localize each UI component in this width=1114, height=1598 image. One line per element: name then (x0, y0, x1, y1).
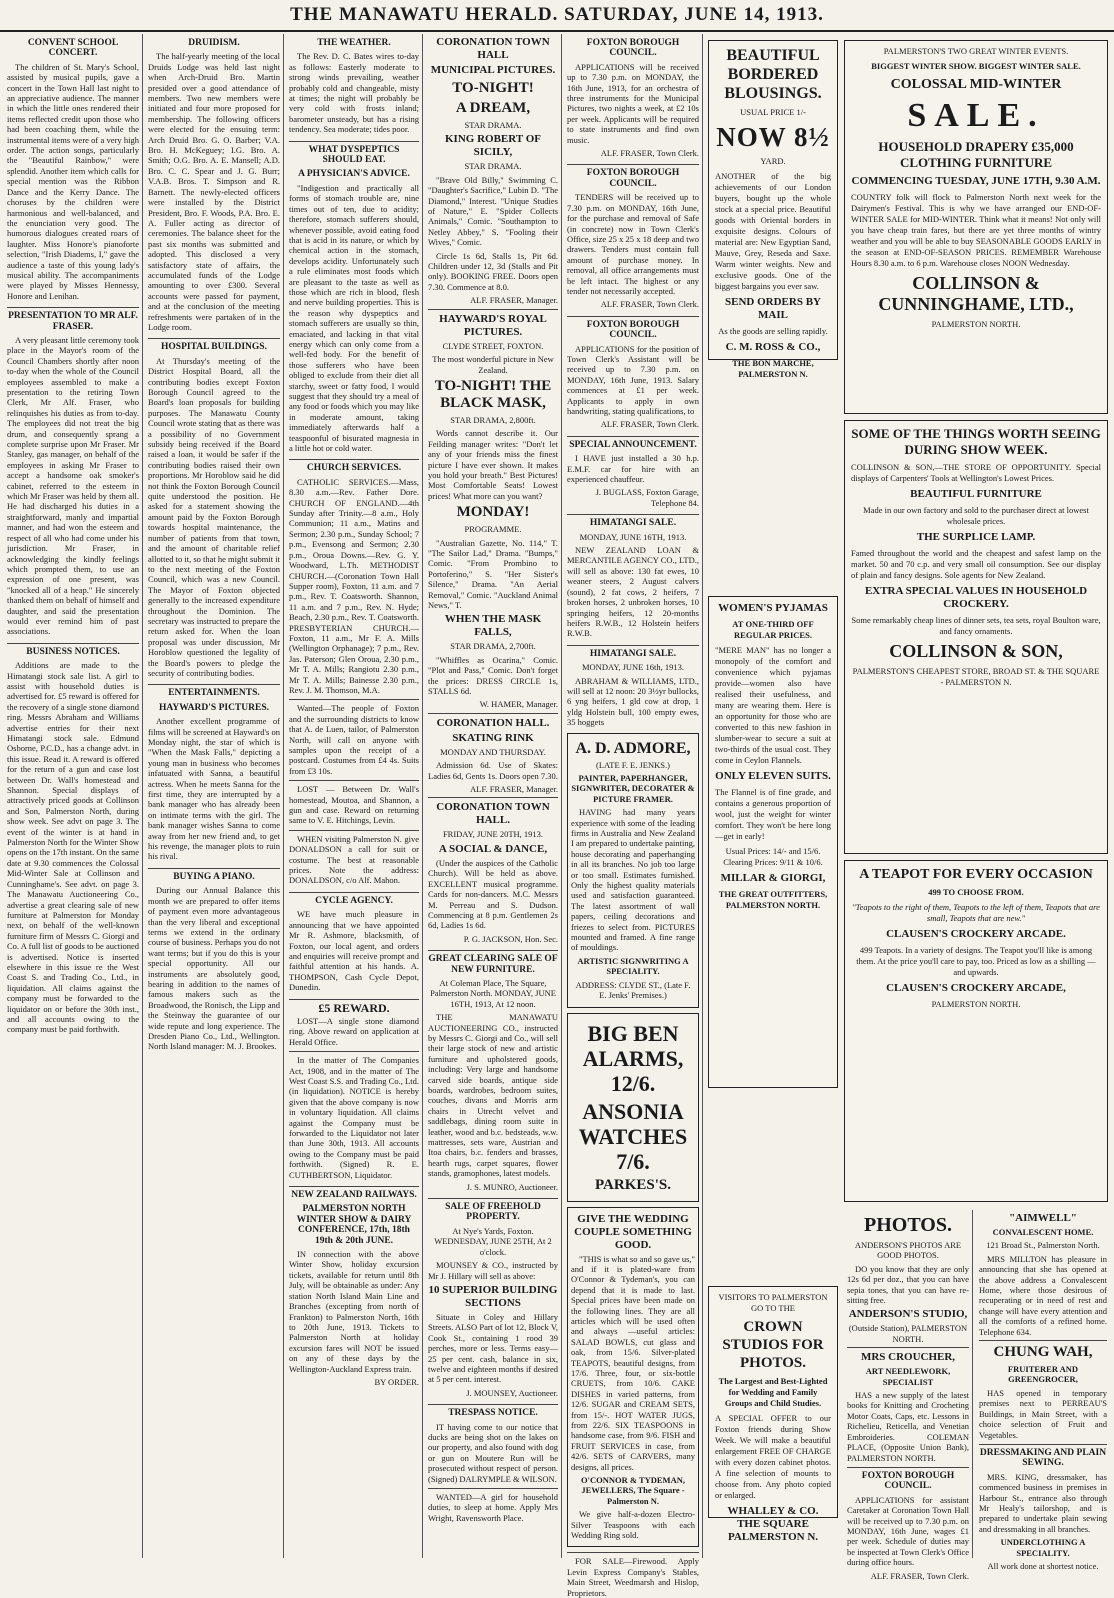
mws-sale: SALE. (907, 97, 1045, 134)
railways-signature: BY ORDER. (374, 1376, 419, 1387)
dressmaking-specialty: UNDERCLOTHING A SPECIALITY. (1000, 1537, 1086, 1558)
sw-lamp: THE SURPLICE LAMP. (916, 531, 1036, 543)
admore-copy: HAVING had many years experience with some of the leading firms in Australia and New Zealand I am prepared to undertake painting, house decorating and paperhanging in all its branches. No job too large or too small. Estimates furnished. Only the highest quality materials used and satisfaction guaranteed. The latest assortment of wall papers, ceiling decorations and friezes to select from. PICTURES mounted and framed. A fine range of mouldings. (571, 807, 695, 953)
photos-title: PHOTOS. (864, 1214, 952, 1236)
ad-film-list-3: "Whiffles as Ocarina," Comic. "Plot and Pass," Comic. Don't forget the prices: DRESS CIRCLE 1s, STALLS 6d. (428, 654, 558, 697)
mws-two-events: PALMERSTON'S TWO GREAT WINTER EVENTS. (883, 46, 1069, 56)
caretaker-copy: APPLICATIONS for assistant Caretaker at Coronation Town Hall will be received up to 7.30 p.m. on MONDAY, 16th June, wages £1 per week. Schedule of duties may be inspected at Town Clerk's Office during office hours. (847, 1494, 969, 1568)
dressmaking-notice: All work done at shortest notice. (987, 1560, 1099, 1571)
mws-firm: COLLINSON & CUNNINGHAME, LTD., (878, 273, 1074, 314)
himatangi-sale-date-1: MONDAY, JUNE 16TH, 1913. (579, 531, 687, 542)
headline-dyspeptics: WHAT DYSPEPTICS SHOULD EAT. (289, 141, 419, 166)
article-business-notices: Additions are made to the Himatangi stock sale list. A girl to assist with household duties is advertised for. £5 reward is offered for the recovery of a single stone diamond ring. Messrs Abraham and Williams advertise entries for their next Himatangi stock sale. Edmund Osborne, P.C.D., has a change advt. in this issue. Read it. A reward is offered for the return of a gun and case lost between Dr. Wall's homestead and Shannon. Special displays of attractively priced goods at Collinson and Son, Palmerston North, during show week. See advt on page 3. The event of the winter is at hand in Palmerston North for the Winter Show opens on the 17th instant. On the same date at 9.30 commences the Colossal Mid-Winter Sale at Collinson and Cunninghame's. See advt. on page 3. The Manawatu Auctioneering Co., advertise a great clearing sale of new furniture at Palmerston for Monday next, on behalf of the well-known furniture firm of Messrs C. Giorgi and Co. A full list of goods to be auctioned is advertised. Notice is inserted elsewhere in this issue re the West Coast S. and Trading Co., Ltd., in liquidation. All claims against the company must be forwarded to the liquidator on or before the 30th inst., and all accounts owing to the company must be paid forthwith. (7, 660, 139, 1035)
croucher-specialist: ART NEEDLEWORK, SPECIALIST (865, 1366, 951, 1387)
headline-presentation: PRESENTATION TO MR ALF. FRASER. (7, 307, 139, 332)
ad-hall-title: CORONATION HALL. (428, 713, 558, 730)
notice-safe-title: FOXTON BOROUGH COUNCIL. (567, 164, 699, 189)
parkes-name: PARKES'S. (595, 1176, 671, 1193)
ad-star-drama-2: STAR DRAMA. (464, 161, 522, 172)
photos-good: ANDERSON'S PHOTOS ARE GOOD PHOTOS. (854, 1240, 962, 1261)
ad-black-mask: TO-NIGHT! THE BLACK MASK, (434, 377, 552, 411)
sw-crockery-copy: Some remarkably cheap lines of dinner sets, tea sets, royal Boulton ware, and fancy ornaments. (851, 615, 1101, 636)
ad-freehold-title: SALE OF FREEHOLD PROPERTY. (428, 1198, 558, 1223)
aimwell-copy: MRS MILLTON has pleasure in announcing that she has opened at the above address a Convalescent Home, where those desirous of recuperating or in need of rest and change will have every attention and all the comforts of a refined home. Telephone 634. (979, 1253, 1107, 1337)
ad-manager-2: W. HAMER, Manager. (479, 699, 558, 710)
ad-blousings (708, 40, 838, 379)
crown-tagline: The Largest and Best-Lighted for Wedding and Family Groups and Child Studies. (718, 1376, 828, 1408)
article-piano: During our Annual Balance this month we are prepared to offer items of payment even more advantageous than the very liberal and exceptional terms we extend in the ordinary course of business. Perhaps you do not want terms; but if you do this is your special opportunity. All our instruments are absolutely good, bearing in addition to the names of famous makers such as the Broadwood, the Ronisch, the Lipp and the Steinway the guarantee of our wide repute and long experience. The Dresden Piano Co., Ltd., Wellington. North Island manager: M. J. Brookes. (148, 885, 280, 1052)
ad-haywards-tagline: The most wonderful picture in New Zealand. (432, 354, 554, 375)
blousings-store: THE BON MARCHE, PALMERSTON N. (732, 358, 814, 379)
blousings-usual-price: USUAL PRICE 1/- (740, 107, 806, 117)
notice-assistant: APPLICATIONS for the position of Town Clerk's Assistant will be received up to 7.30 p.m. on MONDAY, 16th June, 1913. Salary commences at £1 per week. Applicants to apply in own handwriting, stating qualifications, to (567, 343, 699, 416)
ad-social-dance: A SOCIAL & DANCE, (438, 842, 548, 855)
ad-firewood: FOR SALE—Firewood. Apply Levin Express Company's Stables, Main Street, Weedmarsh and Hislop, Proprietors. (567, 1552, 699, 1598)
blousings-now-price: NOW 8½ (716, 122, 830, 152)
headline-business-notices: BUSINESS NOTICES. (7, 643, 139, 657)
croucher-copy: HAS a new supply of the latest books for Knitting and Crocheting Motor Coats, Caps, etc. Lessons in Richelieu, Reticella, and Venetian Embroideries. COLEMAN PLACE, (Opposite Union Bank), PALMERSTON NORTH. (847, 1390, 969, 1463)
ad-mid-winter-sale (844, 40, 1108, 414)
sw-lamp-copy: Famed throughout the world and the cheapest and safest lamp on the market. 50 and 70 c.p. and very small oil consumption. See our display of plain and fancy designs. Sole agents for New Zealand. (851, 548, 1101, 580)
ad-mask-falls: WHEN THE MASK FALLS, (444, 613, 542, 639)
tp-title: A TEAPOT FOR EVERY OCCASION (859, 867, 1093, 882)
article-weather: The Rev. D. C. Bates wires to-day as follows: Easterly moderate to strong winds prevailing, weather probably cold and changeable, misty at times; the night will probably be very cold with frosts inland; barometer unsteady, but has a rising tendency. Sea moderate; tides poor. (289, 51, 419, 135)
ad-haywards-title: HAYWARD'S ROYAL PICTURES. (428, 309, 558, 339)
article-concert: The children of St. Mary's School, assisted by musical pupils, gave a concert in the Town Hall last night to an appreciative audience. The manner in which the little ones rendered their items reflected credit upon those who had been coaching them, while the instrumental items were of a very high order. The action songs, particularly the "Beautiful Rainbow," were splendid. Another item which calls for special mention was the Ribbon Dance and the Kerry Dance. The choruses by the children were harmonious and well-balanced, and the enunciation very good. The humorous dialogues created roars of laughter. Miss Honore's pianoforte selection, "Irish Diadems, I," gave the audience a taste of this young lady's musical ability. The accompaniments were played by Misses Hennessy, Honore and Lenihan. (7, 61, 139, 301)
blousings-mail: SEND ORDERS BY MAIL (725, 296, 821, 321)
article-presentation: A very pleasant little ceremony took place in the Mayor's room of the Council Chambers shortly after noon to-day when the whole of the Council employees assembled to make a presentation to the retiring Town Clerk, Mr Alf. Fraser, who relinquishes his duties as from to-day. The employees did not treat the big drum, and consequently sprang a complete surprise upon Mr Fraser. Mr Stanley, gas manager, on behalf of the employees in asking Mr Fraser to accept a handsome oak smoker's cabinet, referred to the esteem in which Mr Fraser was held by them all. He had discharged his duties in a straightforward, manly and impartial manner, and had won the esteem and respect of all who had come under his jurisdiction. Mr Fraser, in acknowledging the kindly feelings which prompted them, to use an expression of one present, was "knocked all of a heap." He sincerely thanked them on behalf of himself and daughter, and said the presentation would ever remind him of past associations. (7, 334, 139, 637)
dressmaking-title: DRESSMAKING AND PLAIN SEWING. (979, 1444, 1107, 1469)
ad-king-robert: KING ROBERT OF SICILY, (445, 133, 541, 159)
notice-assistant-title: FOXTON BOROUGH COUNCIL. (567, 316, 699, 341)
crown-visitors: VISITORS TO PALMERSTON GO TO THE (718, 1292, 828, 1313)
notice-orchestra: APPLICATIONS will be received up to 7.30 p.m. on MONDAY, the 16th June, 1913, for an orchestra of three instruments for the Municipal Pictures, two nights a week, at £2 10s per week. Applicants will be required to state instruments and find own music. (567, 61, 699, 145)
sw-firm: COLLINSON & SON, (889, 641, 1063, 661)
column-1 (4, 34, 143, 1558)
tp-arcade-1: CLAUSEN'S CROCKERY ARCADE. (886, 928, 1066, 940)
sw-title: SOME OF THE THINGS WORTH SEEING DURING SHOW WEEK. (851, 426, 1101, 457)
ad-manager-1: ALF. FRASER, Manager. (470, 295, 558, 306)
headline-haywards: HAYWARD'S PICTURES. (159, 702, 269, 713)
headline-reward: £5 REWARD. (289, 999, 419, 1013)
ad-freehold-place: At Nye's Yards, Foxton. WEDNESDAY, JUNE 25TH, At 2 o'clock. (434, 1225, 552, 1257)
ad-show-week (844, 420, 1108, 854)
article-haywards: Another excellent programme of films will be screened at Hayward's on Monday night, the star of which is "When the Mask Falls," depicting a young man in business who becomes infatuated with Sanna, a beautiful actress. When he meets Sanna for the first time, they are interrupted by a bank manager who has already been on intimate terms with the girl. The bank manager wishes Sanna to come away from her new friend and, to get his revenge, the manager plots to ruin his rival. (148, 716, 280, 862)
wedding-jewellers: O'CONNOR & TYDEMAN, JEWELLERS, The Square - Palmerston N. (581, 1475, 685, 1506)
mws-town: PALMERSTON NORTH. (931, 319, 1021, 329)
mws-amount: HOUSEHOLD DRAPERY £35,000 CLOTHING FURNITURE (878, 139, 1074, 170)
ad-skating-admission: Admission 6d. Use of Skates: Ladies 6d, Gents 1s. Doors open 7.30. (428, 760, 558, 781)
pyjamas-prices: Usual Prices: 14/- and 15/6. Clearing Prices: 9/11 & 10/6. (723, 846, 823, 867)
himatangi-sale-title-1: HIMATANGI SALE. (567, 514, 699, 528)
pyjamas-eleven-suits: ONLY ELEVEN SUITS. (715, 770, 831, 782)
himatangi-sale-title-2: HIMATANGI SALE. (567, 645, 699, 659)
headline-hospital: HOSPITAL BUILDINGS. (148, 338, 280, 352)
pyjamas-title: WOMEN'S PYJAMAS (718, 602, 828, 614)
tp-verse: "Teapots to the right of them, Teapots to the left of them, Teapots that are small, Teapots that are new." (852, 902, 1100, 923)
notice-orchestra-sig: ALF. FRASER, Town Clerk. (600, 148, 699, 159)
ad-cycle: WE have much pleasure in announcing that we have appointed Mr R. Ashmore, blacksmith, of Foxton, our local agent, and orders and enquiries will receive prompt and faithful attention at his hands. A. THOMPSON, Cash Cycle Depot, Dunedin. (289, 909, 419, 993)
blousings-copy: ANOTHER of the big achievements of our London buyers, bought up the whole stock at a special price. Beautiful goods with Oriental borders in exquisite designs. Colours of material are: New Egyptian Sand, Mauve, Grey, Reseda and Saxe. Warm winter weights. New and exclusive goods. One of the biggest bargains you ever saw. (715, 171, 831, 291)
ad-manager-3: ALF. FRASER, Manager. (470, 784, 558, 795)
column-3 (286, 34, 423, 1558)
big-ben-alarms: BIG BEN ALARMS, 12/6. (582, 1020, 684, 1096)
ad-pyjamas (708, 596, 838, 1088)
ad-tonight: TO-NIGHT! (452, 80, 534, 96)
article-dyspeptics: "Indigestion and practically all forms of stomach trouble are, nine times out of ten, due to acidity; therefore, stomach sufferers should, whenever possible, avoid eating food that is acid in its nature, or which by chemical action in the stomach, develops acidity. Unfortunately such a rule eliminates most foods which are pleasant to the taste as well as those which are rich in blood, flesh and nerve building properties. This is the reason why dyspeptics and stomach sufferers are usually so thin, emaciated, and lacking in that vital energy which can only come from a well-fed body. For the benefit of those sufferers who have been obliged to exclude from their diet all starchy, sweet or fatty food, I would suggest that they should try a meal of any food or foods which you may like in moderate amount, taking immediately afterwards half a teaspoonful of bisurated magnesia in a little hot or cold water. (289, 182, 419, 454)
ad-dance-date: FRIDAY, JUNE 20TH, 1913. (442, 829, 544, 840)
ad-dance-hall: CORONATION TOWN HALL. (428, 797, 558, 827)
photos-copy: DO you know that they are only 12s 6d per doz., that you can have sepia tones, that you can have re-sitting free. (847, 1263, 969, 1306)
mws-colossal: COLOSSAL MID-WINTER (890, 77, 1062, 92)
pyjamas-discount: AT ONE-THIRD OFF REGULAR PRICES. (732, 619, 814, 640)
subhead-physician: A PHYSICIAN'S ADVICE. (298, 169, 410, 180)
headline-cycle: CYCLE AGENCY. (289, 892, 419, 906)
pyjamas-flannel: The Flannel is of fine grade, and contains a generous proportion of wool, just the weight for winter comfort. They won't be here long—get in early! (715, 787, 831, 841)
admore-late: (LATE F. E. JENKS.) (596, 759, 670, 770)
special-announcement-sig: J. BUGLASS, Foxton Garage, Telephone 84. (595, 487, 699, 508)
chungwah-name: CHUNG WAH, (979, 1340, 1107, 1361)
ad-dance-copy: (Under the auspices of the Catholic Church). Will be held as above. EXCELLENT musical programme. Cards for non-dancers. M.C. Messrs M. Perreau and S. Dudson. Commencing at 8 p.m. Gentlemen 2s 6d, Ladies 1s 6d. (428, 857, 558, 931)
headline-druidism: DRUIDISM. (188, 38, 240, 48)
sw-address: PALMERSTON'S CHEAPEST STORE, BROAD ST. & THE SQUARE - PALMERSTON N. (852, 666, 1100, 687)
blousings-firm: C. M. ROSS & CO., (725, 341, 821, 353)
aimwell-home: CONVALESCENT HOME. (992, 1227, 1094, 1237)
aimwell-name: "AIMWELL" (1009, 1212, 1077, 1224)
tp-choose: 499 TO CHOOSE FROM. (928, 887, 1024, 897)
ad-tailor: Wanted—The people of Foxton and the surrounding districts to know that A. de Luen, tailor, of Palmerston North, will call on anyone with samples upon the receipt of a postcard. Costumes from £4 4s. Suits from £3 10s. (289, 699, 419, 776)
caretaker-title: FOXTON BOROUGH COUNCIL. (847, 1467, 969, 1492)
ad-freehold-sections: 10 SUPERIOR BUILDING SECTIONS (428, 1283, 558, 1309)
ad-freehold-terms: Situate in Coley and Hillary Streets. ALSO Part of lot 12, Block V, Cook St., containing 1 rood 39 perches, more or less. Terms easy—25 per cent. cash, balance in six, twelve and eighteen months if desired at 5 per cent. interest. (428, 1311, 558, 1385)
ad-star-drama-3: STAR DRAMA, 2,800ft. (450, 414, 536, 425)
tp-town: PALMERSTON NORTH. (931, 999, 1021, 1009)
headline-church: CHURCH SERVICES. (289, 459, 419, 473)
ad-furniture-place: At Coleman Place, The Square, Palmerston North. MONDAY, JUNE 16TH, 1913, At 12 noon. (430, 977, 556, 1009)
special-announcement: I HAVE just installed a 30 h.p. E.M.F. car for hire with an experienced chauffeur. (567, 453, 699, 485)
article-church: CATHOLIC SERVICES.—Mass, 8.30 a.m.—Rev. Father Dore. CHURCH OF ENGLAND.—4th Sunday after Trinity.—8 a.m., Holy Communion; 11 a.m., Matins and Sermon; 2.30 p.m., Sunday School; 7 p.m., Evensong and Sermon; 2.30 p.m., Oroua Downs.—Rev. G. Y. Woodward, L.Th. METHODIST CHURCH.—(Coronation Town Hall Supper room), Foxton, 11 a.m. and 7 p.m., Rev. T. Coatsworth. Shannon, 11 a.m. and 7 p.m., Rev. N. Hyde; Beach, 2.30 p.m., Rev. T. Coatsworth. PRESBYTERIAN CHURCH.—Foxton, 11 a.m., Mr F. A. Mills (Wellington Orphanage); 7 p.m., Rev. Jas. Paterson; Glen Oroua, 2.30 p.m., Mr T. A. Mills; Rangiotu 2.30 p.m., Mr T. A. Mills; Bainesse 2.30 p.m., Rev. J. M. Thomson, M.A. (289, 476, 419, 695)
notice-railways: IN connection with the above Winter Show, holiday excursion tickets, available for return until 8th July, will be obtainable as under: Any station North Island Main Line and Branches (excepting from north of Frankton) to Palmerston North, 16th to 20th June, 1913. Tickets to Palmerston North at holiday excursion fares will NOT be issued on any of these days by the Wellington-Auckland Express train. (289, 1249, 419, 1374)
himatangi-sale-1: NEW ZEALAND LOAN & MERCANTILE AGENCY CO., LTD., will sell as above: 130 fat ewes, 10 weaner steers, 2 August calvers (sound), 2 fat cows, 2 heifers, 7 broken horses, 2 unbroken horses, 10 springing heifers, 12 20-months heifers R.W.B., 12 Holstein heifers R.W.B. (567, 545, 699, 639)
chungwah-trade: FRUITERER AND GREENGROCER, (1007, 1364, 1079, 1385)
ad-trespass-title: TRESPASS NOTICE. (428, 1404, 558, 1418)
column-5 (564, 34, 703, 1598)
headline-weather: THE WEATHER. (317, 38, 391, 48)
tp-copy: 499 Teapots. In a variety of designs. The Teapot you'll like is among them. At the price you'll care to pay, too. Priced as low as a shilling —and upwards. (856, 945, 1096, 977)
ad-star-drama-1: STAR DRAMA. (464, 120, 522, 130)
pyjamas-copy: "MERE MAN" has no longer a monopoly of the comfort and convenience which pyjamas provide—women also have realised their usefulness, and many are wearing them. Here is an opportunity for those who are converted to this new fashion in slumber-wear to secure a suit at two-thirds of the usual cost. They come in Ceylon Flannels. (715, 645, 831, 765)
masthead: THE MANAWATU HERALD. SATURDAY, JUNE 14, 1913. (0, 0, 1114, 32)
admore-trades: PAINTER, PAPERHANGER, SIGNWRITER, DECORATER & PICTURE FRAMER. (571, 772, 695, 804)
blousings-yard: YARD. (760, 156, 786, 166)
ad-monday: MONDAY! (456, 504, 530, 521)
ad-reward: LOST—A single stone diamond ring. Above reward on application at Herald Office. (289, 1015, 419, 1047)
ad-crown-studios (708, 1286, 838, 1543)
ad-skating-days: MONDAY AND THURSDAY. (440, 746, 546, 757)
mws-biggest: BIGGEST WINTER SHOW. BIGGEST WINTER SALE. (871, 61, 1081, 71)
admore-title: A. D. ADMORE, (575, 739, 691, 757)
blousings-title: BEAUTIFUL BORDERED BLOUSINGS. (724, 47, 822, 102)
ad-haywards-street: CLYDE STREET, FOXTON. (442, 340, 544, 351)
ad-furniture-auctioneer: J. S. MUNRO, Auctioneer. (466, 1181, 558, 1192)
ad-freehold-copy: MOUNSEY & CO., instructed by Mr J. Hillary will sell as above: (428, 1260, 558, 1281)
sw-crockery: EXTRA SPECIAL VALUES IN HOUSEHOLD CROCKERY. (864, 585, 1088, 610)
ad-furniture-copy: THE MANAWATU AUCTIONEERING CO., instructed by Messrs C. Giorgi and Co., will sell their large stock of new and artistic furniture and upholstered goods, including: Very large and handsome carved side boards, antique side boards, wardrobes, bedroom suites, couches, divans and Morris arm chairs in Utrecht velvet and saddlebags, dining room suite in leather, wood and b.c. bedsteads, w.w. mattresses, sets ware, Austrian and Itoa chairs, b.c. fenders and brasses, hearth rugs, carpet squares, flower stands, gramophones, latest models. (428, 1012, 558, 1179)
croucher-name: MRS CROUCHER, (847, 1347, 969, 1364)
himatangi-sale-2: ABRAHAM & WILLIAMS, LTD., will sell at 12 noon: 20 3½yr bullocks, 6 yng heifers, 1 gld cow at drop, 1 yldg Holstein bull, 100 empty ewes, 35 hoggets (567, 675, 699, 728)
notice-safe-sig: ALF. FRASER, Town Clerk. (600, 299, 699, 310)
ad-film-list-1: "Brave Old Billy," Swimming C. "Daughter's Sacrifice," Lubin D. "The Diamond," Interest. "Unique Studies of Nature," E. "Spider Collects Animals," Comic. "Southampton to Netley Abbey," S. "Fooling their Wives," Comic. (428, 174, 558, 248)
ad-lost-gun: LOST — Between Dr. Wall's homestead, Moutoa, and Shannon, a gun and case. Reward on returning same to V. E. Hitchings, Levin. (289, 780, 419, 826)
ad-donaldson: WHEN visiting Palmerston N. give DONALDSON a call for suit or costume. The best at reasonable prices. Note the address: DONALDSON, c/o Alf. Mahon. (289, 830, 419, 886)
ansonia-watches: ANSONIA WATCHES 7/6. (578, 1098, 688, 1174)
article-hospital: At Thursday's meeting of the District Hospital Board, all the contributing bodies except Foxton Borough Council agreed to the Board's loan proposals for building purposes. The Manawatu County Council wrote stating that as there was a possibility of no Government subsidy being received if the Board raised a loan, it would be safer if the contributing bodies raised their own proportions. Mr Horoblow said he did not think the Foxton Borough Council quite understood the position. He asked for a statement showing the amount paid by the Foxton Borough towards hospital maintenance, the number of patients from that town, and the amount of charitable relief allotted to it, so that he might submit it to the next meeting of the Foxton Council, which was a new Council. The Mayor of Foxton objected generally to the increased expenditure throughout the Dominion. The secretary was instructed to prepare the return asked for. When the loan proposal was under discussion, Mr Horoblow questioned the legality of the Board's powers to pledge the security of contributing bodies. (148, 355, 280, 678)
wedding-offer: We give half-a-dozen Electro-Silver Teaspoons with each Wedding Ring sold. (571, 1509, 695, 1541)
blousings-rapidly: As the goods are selling rapidly. (718, 326, 828, 336)
ad-wanted-girl: WANTED—A girl for household duties, to sleep at home. Apply Mrs Wright, Ravensworth Place. (428, 1488, 558, 1523)
aimwell-address: 121 Broad St., Palmerston North. (986, 1240, 1100, 1251)
sw-furniture: BEAUTIFUL FURNITURE (910, 488, 1042, 500)
admore-signwriting: ARTISTIC SIGNWRITING A SPECIALITY. (577, 955, 689, 977)
crown-offer: A SPECIAL OFFER to our Foxton friends during Show Week. We will make a beautiful enlargement FREE OF CHARGE with every dozen cabinet photos. A fine selection of mounts to choose from. Any photo copied or enlarged. (715, 1413, 831, 1500)
crown-title: CROWN STUDIOS FOR PHOTOS. (722, 1319, 824, 1371)
sw-intro: COLLINSON & SON,—THE STORE OF OPPORTUNITY. Special displays of Carpenters' Tools at Wellington's Lowest Prices. (851, 462, 1101, 483)
notice-assistant-sig: ALF. FRASER, Town Clerk. (600, 419, 699, 430)
pyjamas-store: THE GREAT OUTFITTERS, PALMERSTON NORTH. (718, 889, 828, 910)
ad-municipal-pictures: MUNICIPAL PICTURES. (430, 64, 556, 76)
wedding-title: GIVE THE WEDDING COUPLE SOMETHING GOOD. (574, 1212, 692, 1251)
ad-skating-rink: SKATING RINK (452, 731, 534, 744)
ad-film-list-2: "Australian Gazette, No. 114," T. "The Sailor Lad," Drama. "Bumps," Comic. "From Prombino to Portoferino," S. "Her Sister's Silence," Drama. "An Aerial Removal," Comic. "Auckland Animal News," T. (428, 537, 558, 610)
himatangi-sale-date-2: MONDAY, JUNE 16th, 1913. (581, 662, 684, 673)
ad-furniture-title: GREAT CLEARING SALE OF NEW FURNITURE. (428, 950, 558, 975)
admore-address: ADDRESS: CLYDE ST., (Late F. E. Jenks' Premises.) (575, 979, 691, 1001)
wedding-copy: "THIS is what so and so gave us," and if it is plated-ware from O'Connor & Tydeman's, you can depend that it is made to last. Special prices have been made on the following lines. They are all articles which will be used often and always —useful articles: SALAD BOWLS, cut glass and oak, from 15/6. Silver-plated TEAPOTS, beautiful designs, from 17/6. Three, four, or six-bottle CRUETS, from 10/6. CAKE DISHES in varied patterns, from 12/6. SUGAR and CREAM SETS, from 15/-. HOT WATER JUGS, from 22/6. SIX TEASPOONS in handsome case, from 9/6. FISH and FRUIT SERVICES in case, from 42/6. SETS of CARVERS, many designs, all prices. (571, 1253, 696, 1472)
notice-orchestra-title: FOXTON BOROUGH COUNCIL. (586, 38, 680, 59)
pyjamas-firm: MILLAR & GIORGI, (720, 872, 826, 884)
ad-star-drama-4: STAR DRAMA, 2,700ft. (450, 641, 536, 652)
headline-concert: CONVENT SCHOOL CONCERT. (27, 38, 119, 59)
column-2 (145, 34, 284, 1558)
ad-coronation-title: CORONATION TOWN HALL (436, 36, 550, 61)
ad-a-dream: A DREAM, (455, 100, 531, 116)
caretaker-sig: ALF. FRASER, Town Clerk. (870, 1570, 969, 1581)
sw-furniture-copy: Made in our own factory and sold to the purchaser direct at lowest wholesale prices. (863, 505, 1089, 526)
notice-safe: TENDERS will be received up to 7.30 p.m. on MONDAY, 16th June, for the purchase and removal of Safe (in concrete) now in Town Clerk's Office, size 25 x 25 x 18 deep and two drawers. Tenders must contain full amount of purchase money. In removal, all office arrangements must be left intact. The highest or any tender not necessarily accepted. (567, 192, 699, 296)
ad-dance-sec: P. G. JACKSON, Hon. Sec. (463, 933, 558, 944)
ad-freehold-auctioneer: J. MOUNSEY, Auctioneer. (466, 1387, 558, 1398)
column-7b (976, 1210, 1110, 1571)
mws-commencing: COMMENCING TUESDAY, JUNE 17TH, 9.30 A.M. (851, 175, 1101, 187)
photos-studio: ANDERSON'S STUDIO, (848, 1308, 968, 1321)
headline-piano: BUYING A PIANO. (148, 868, 280, 882)
column-4 (425, 34, 562, 1558)
dressmaking-copy: MRS. KING, dressmaker, has commenced business in premises in Harbour St., entrance also through Mr Healy's tailorshop, and is prepared to undertake plain sewing and dressmaking in all branches. (979, 1471, 1107, 1534)
article-druidism: The half-yearly meeting of the local Druids Lodge was held last night when Arch-Druid Bro. Martin presided over a good attendance of members. Two new members were initiated and four more proposed for membership. The following officers were elected for the ensuing term: Arch Druid Bro. G. O. Barber; V.A. Bro. H. McKeguey; I.G. Bro. A. Smith; O.G. Bro. A. E. Mansell; A.D. Bro. C. C. Spear and J. G. Burr; V.A.B. Bros. T. Simpson and R. Barnett. The newly-elected officers were installed by the District President, Bro. F. Woods, P.A. Bro. E. A. Fuller acting as director of ceremonies. The balance sheet for the past six months was submitted and adopted. This disclosed a very satisfactory state of affairs, the accumulated funds of the Lodge amounting to over £300. Several accounts were passed for payment, and at the conclusion of the meeting refreshments were partaken of in the Lodge room. (148, 51, 280, 332)
tp-arcade-2: CLAUSEN'S CROCKERY ARCADE, (886, 982, 1066, 994)
photos-address: (Outside Station), PALMERSTON NORTH. (848, 1323, 968, 1344)
special-announcement-title: SPECIAL ANNOUNCEMENT. (567, 436, 699, 450)
column-7a (844, 1210, 973, 1581)
notice-liquidation: In the matter of The Companies Act, 1908, and in the matter of The West Coast S.S. and Trading Co., Ltd. (in liquidation). NOTICE is hereby given that the above company is now in voluntary liquidation. All claims against the Company must be forwarded to the Liquidator not later than June 30th, 1913. All accounts owing to the Company must be paid forthwith. (Signed) R. E. CUTHBERTSON, Liquidator. (289, 1051, 419, 1180)
crown-firm: WHALLEY & CO. THE SQUARE PALMERSTON N. (727, 1505, 819, 1543)
ad-programme: PROGRAMME. (464, 524, 522, 535)
headline-entertainments: ENTERTAINMENTS. (148, 684, 280, 698)
headline-railways: NEW ZEALAND RAILWAYS. (289, 1186, 419, 1200)
ad-teapot (844, 860, 1108, 1202)
subhead-winter-show: PALMERSTON NORTH WINTER SHOW & DAIRY CONFERENCE, 17th, 18th 19th & 20th JUNE. (296, 1204, 412, 1246)
ad-haywards-copy: Words cannot describe it. Our Feilding manager writes: "Don't let any of your friends miss the finest picture I have ever shown. It makes you hold your breath." Best Pictures! Most Comfortable Seats! Lowest prices! What more can you want? (428, 428, 558, 501)
ad-trespass-copy: IT having come to our notice that ducks are being shot on the lakes on our property, and also found with dog or gun on Moutere Run will be prosecuted without respect of person. (Signed) DALRYMPLE & WILSON. (428, 1421, 558, 1484)
mws-copy: COUNTRY folk will flock to Palmerston North next week for the Dairymen's Festival. This is why we have arranged our END-OF-WINTER SALE for MID-WINTER. Think what it means! Not only will you have cheap train fares, but there are yet three months of wintry weather and you will be able to buy SEASONABLE GOODS EARLY in the season at END-OF-SEASON PRICES. REMEMBER Warehouse Hours 8.30 a.m. to 6 p.m. Warehouse closes NOON Wednesday. (851, 192, 1101, 268)
ad-prices-1: Circle 1s 6d, Stalls 1s, Pit 6d. Children under 12, 3d (Stalls and Pit only). BOOKING FREE. Doors open 7.30. Commence at 8.0. (428, 250, 558, 292)
chungwah-copy: HAS opened in temporary premises next to PERREAU'S Buildings, in Main Street, with a choice selection of Fruit and Vegetables. (979, 1387, 1107, 1440)
